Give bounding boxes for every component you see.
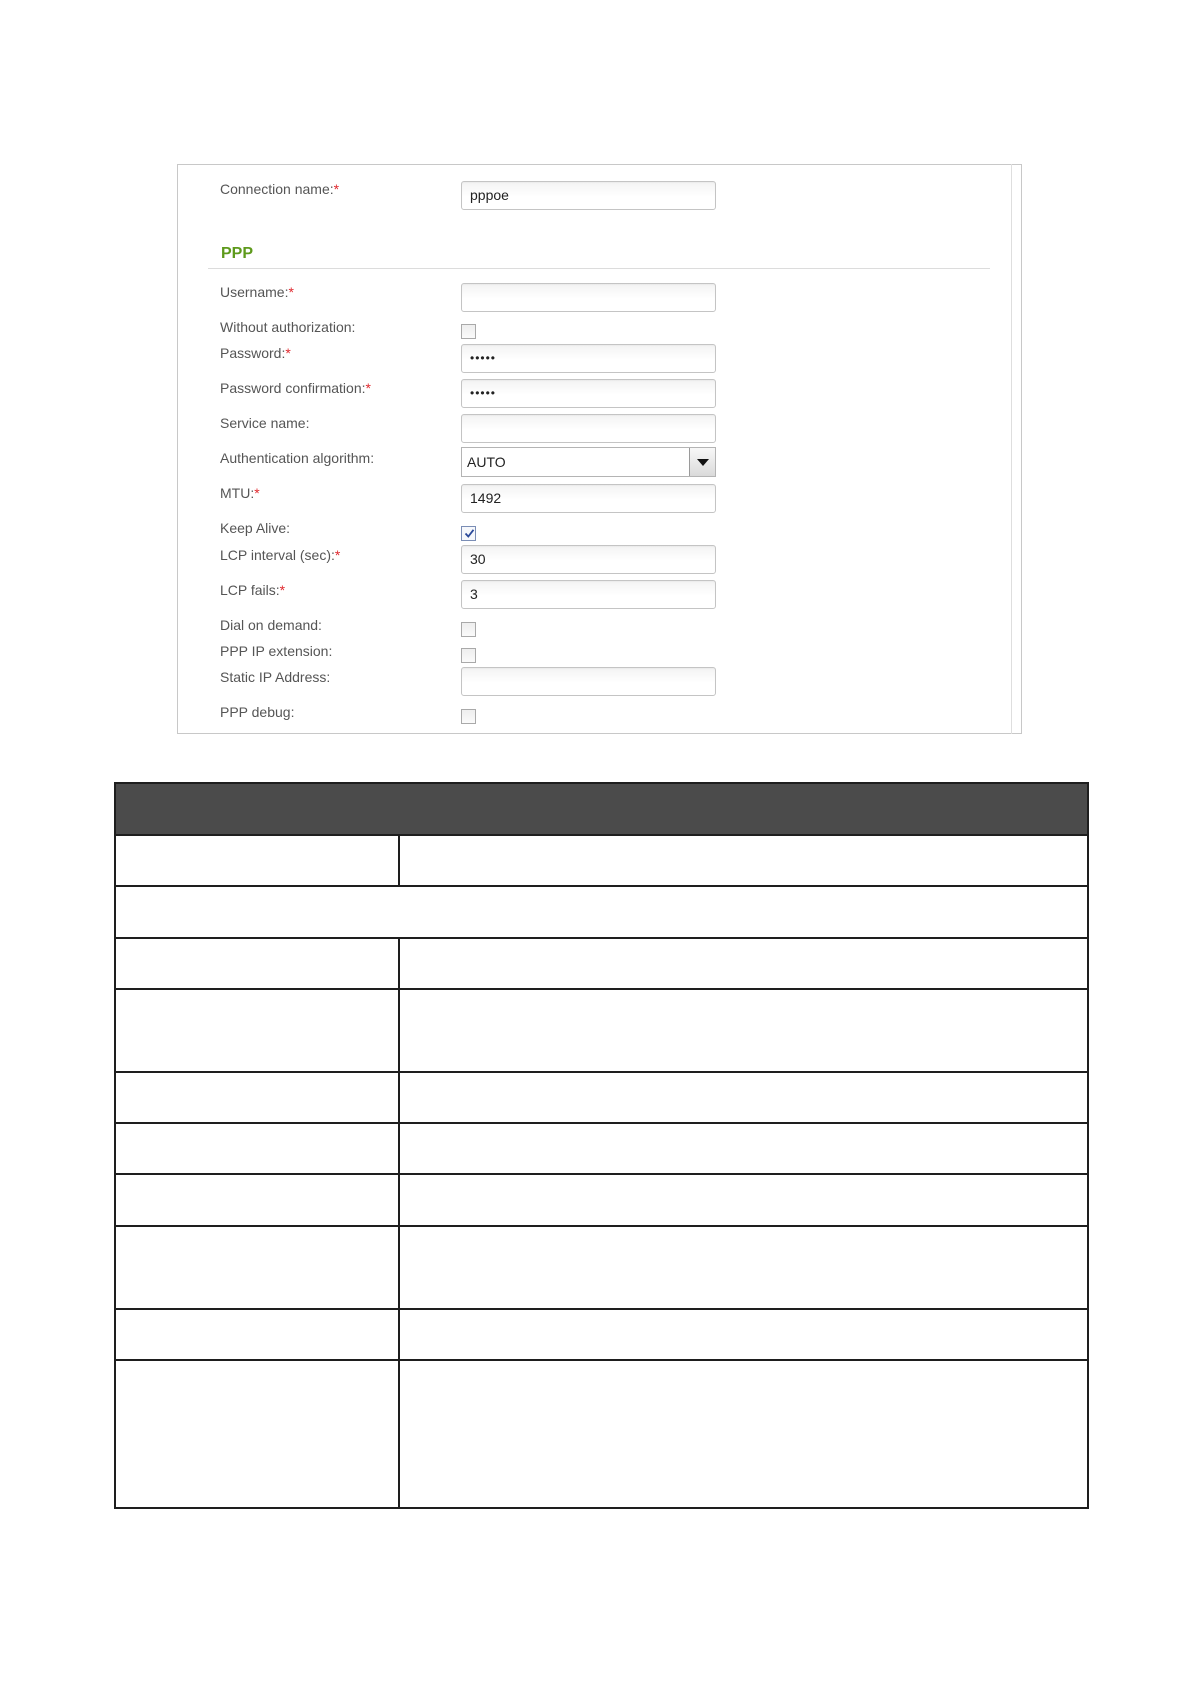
authentication-algorithm-label: Authentication algorithm: [220,450,375,466]
ppp-ip-extension-label: PPP IP extension: [220,643,333,659]
dial-on-demand-label: Dial on demand: [220,617,322,633]
table-row-divider [114,1225,1089,1227]
mtu-label: MTU:* [220,485,260,501]
table-row-divider [114,1122,1089,1124]
keep-alive-label: Keep Alive: [220,520,291,536]
table-row-divider [114,834,1089,836]
password-confirmation-label: Password confirmation:* [220,380,371,396]
table-row-divider [114,1308,1089,1310]
lcp-interval-label: LCP interval (sec):* [220,547,341,563]
username-label: Username:* [220,284,294,300]
checkmark-icon [464,528,475,539]
section-divider [208,268,990,269]
password-label: Password:* [220,345,291,361]
panel-scroll-divider [1011,164,1012,734]
static-ip-address-input[interactable] [461,667,716,696]
lcp-fails-label: LCP fails:* [220,582,286,598]
service-name-input[interactable] [461,414,716,443]
connection-name-label: Connection name:* [220,181,340,197]
service-name-label: Service name: [220,415,310,431]
dropdown-arrow-icon[interactable] [689,448,715,476]
username-input[interactable] [461,283,716,312]
static-ip-address-label: Static IP Address: [220,669,331,685]
dial-on-demand-checkbox[interactable] [461,622,476,637]
table-column-divider [398,937,400,1509]
ppp-section-title: PPP [221,245,254,262]
password-input[interactable]: ••••• [461,344,716,373]
table-row-divider [114,885,1089,887]
without-authorization-checkbox[interactable] [461,324,476,339]
keep-alive-checkbox[interactable] [461,526,476,541]
ppp-ip-extension-checkbox[interactable] [461,648,476,663]
table-column-divider [398,834,400,887]
connection-name-input[interactable]: pppoe [461,181,716,210]
authentication-algorithm-select[interactable] [461,447,716,477]
password-confirmation-input[interactable]: ••••• [461,379,716,408]
table-row-divider [114,1173,1089,1175]
authentication-algorithm-value: AUTO [467,454,506,470]
parameters-table [114,782,1089,1509]
ppp-debug-checkbox[interactable] [461,709,476,724]
ppp-debug-label: PPP debug: [220,704,295,720]
table-row-divider [114,988,1089,990]
without-authorization-label: Without authorization: [220,319,356,335]
table-row-divider [114,1071,1089,1073]
mtu-input[interactable]: 1492 [461,484,716,513]
lcp-interval-input[interactable]: 30 [461,545,716,574]
table-row-divider [114,1359,1089,1361]
lcp-fails-input[interactable]: 3 [461,580,716,609]
table-row-divider [114,937,1089,939]
